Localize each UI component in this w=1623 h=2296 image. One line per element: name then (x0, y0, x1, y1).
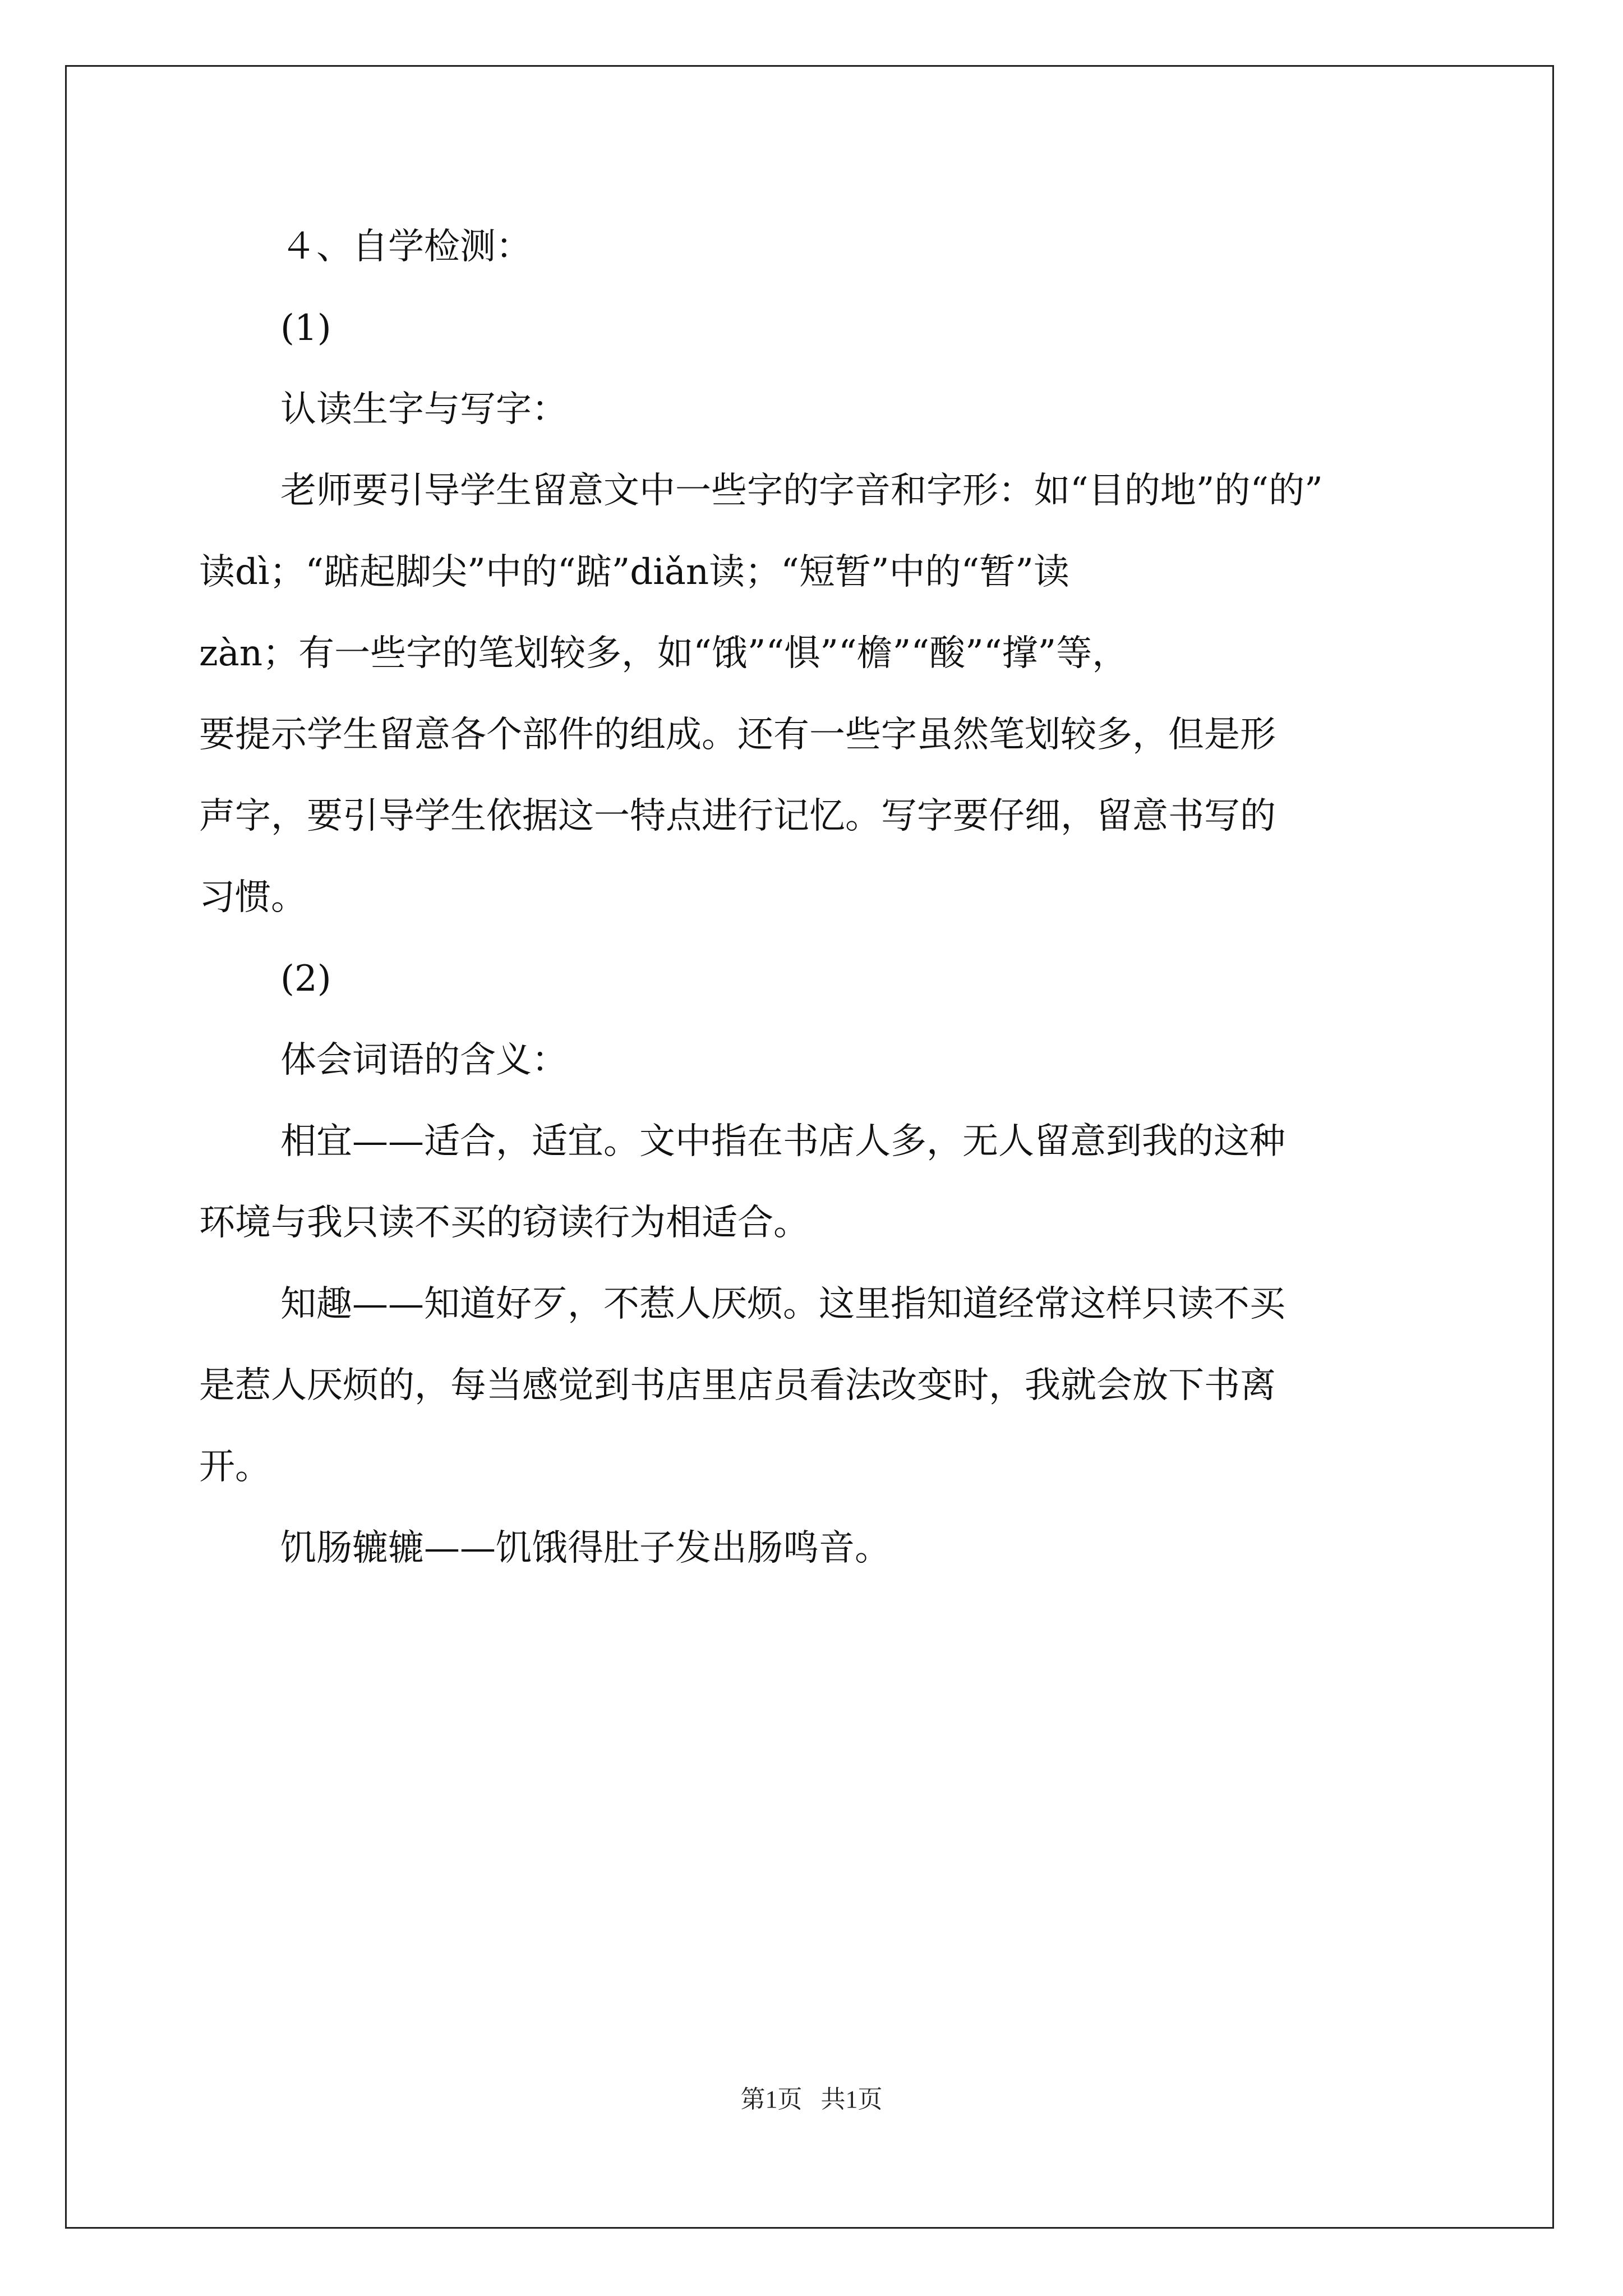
item-2-marker: (2) (280, 958, 331, 1000)
paragraph-1-line-2: 读dì；“踮起脚尖”中的“踮”diǎn读；“短暂”中的“暂”读 (199, 551, 1069, 593)
item-2-title: 体会词语的含义： (280, 1039, 568, 1081)
paragraph-1-line-1: 老师要引导学生留意文中一些字的字音和字形：如“目的地”的“的” (280, 470, 1323, 512)
item-1-title: 认读生字与写字： (280, 389, 568, 430)
paragraph-2-line-2: 环境与我只读不买的窃读行为相适合。 (199, 1202, 809, 1244)
paragraph-1-line-4: 要提示学生留意各个部件的组成。还有一些字虽然笔划较多，但是形 (199, 714, 1276, 756)
paragraph-3-line-2: 是惹人厌烦的，每当感觉到书店里店员看法改变时，我就会放下书离 (199, 1365, 1276, 1406)
section-heading: ４、自学检测： (280, 226, 532, 268)
paragraph-1-line-5: 声字，要引导学生依据这一特点进行记忆。写字要仔细，留意书写的 (199, 795, 1276, 837)
paragraph-3-line-1: 知趣——知道好歹，不惹人厌烦。这里指知道经常这样只读不买 (280, 1283, 1285, 1325)
item-1-marker: (1) (280, 307, 331, 349)
paragraph-3-line-3: 开。 (199, 1446, 271, 1488)
paragraph-4-line-1: 饥肠辘辘——饥饿得肚子发出肠鸣音。 (280, 1527, 891, 1569)
page-footer: 第1页 共1页 (740, 2086, 883, 2113)
paragraph-1-line-3: zàn；有一些字的笔划较多，如“饿”“惧”“檐”“酸”“撑”等， (199, 633, 1128, 674)
paragraph-2-line-1: 相宜——适合，适宜。文中指在书店人多，无人留意到我的这种 (280, 1121, 1285, 1162)
paragraph-1-line-6: 习惯。 (199, 877, 307, 918)
